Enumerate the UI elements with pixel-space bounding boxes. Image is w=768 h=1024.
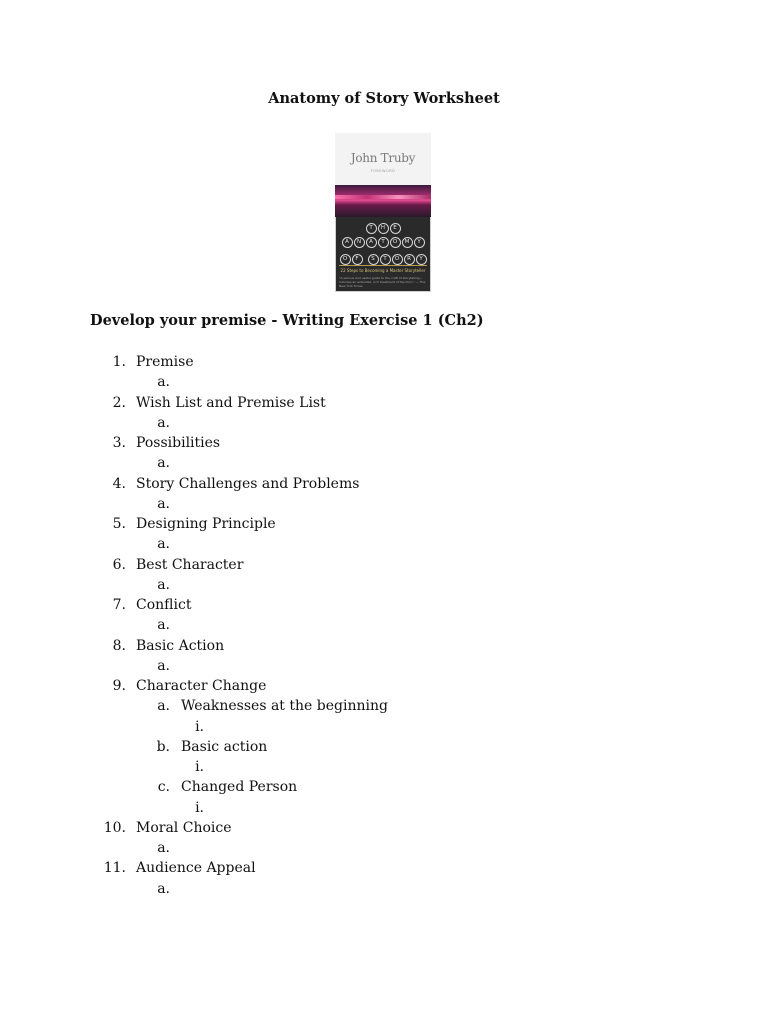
cover-tagline: 22 Steps to Becoming a Master Storyteller	[339, 265, 427, 273]
list-marker: i.	[195, 759, 204, 775]
document-title: Anatomy of Story Worksheet	[268, 90, 500, 107]
list-item-label: Basic Action	[136, 637, 225, 654]
list-item	[0, 433, 768, 453]
sub-list-item	[0, 696, 768, 716]
sub-sub-list-item	[0, 757, 768, 777]
list-marker: 3.	[112, 435, 126, 451]
sub-list-item	[0, 494, 768, 514]
list-marker: a.	[157, 880, 170, 897]
sub-list-item	[0, 413, 768, 433]
list-marker: a.	[157, 374, 170, 391]
list-item-label: Designing Principle	[136, 516, 276, 532]
cover-author: John Truby	[350, 151, 416, 165]
cover-title-letter: T	[366, 223, 377, 234]
list-marker: i.	[195, 799, 204, 816]
sub-list-item	[0, 575, 768, 595]
sub-list-item	[0, 453, 768, 473]
cover-color-streak	[335, 195, 431, 199]
list-item-label: Audience Appeal	[136, 860, 256, 877]
cover-color-band	[335, 185, 431, 217]
cover-title-letter: T	[380, 254, 391, 265]
cover-title-letter: R	[404, 254, 415, 265]
cover-title-letter: O	[392, 254, 403, 265]
list-marker: a.	[157, 576, 170, 593]
list-marker: b.	[156, 738, 170, 755]
cover-title-letter: A	[366, 237, 377, 248]
list-item	[0, 555, 768, 575]
list-marker: a.	[157, 495, 170, 512]
cover-title-letter: S	[368, 254, 379, 265]
list-marker: a.	[157, 698, 170, 715]
list-item-label: Character Change	[136, 678, 267, 694]
sub-list-item	[0, 372, 768, 392]
list-item-label: Story Challenges and Problems	[136, 475, 360, 492]
sub-list-item	[0, 879, 768, 899]
cover-title-letter: N	[354, 237, 365, 248]
cover-title-letter	[364, 251, 367, 260]
list-item-label: Changed Person	[181, 779, 298, 796]
list-item-label: Premise	[136, 354, 194, 370]
list-marker: a.	[157, 617, 170, 634]
sub-list-item	[0, 737, 768, 757]
list-item	[0, 676, 768, 696]
list-marker: 7.	[112, 597, 126, 613]
list-marker: 5.	[112, 516, 126, 532]
list-marker: i.	[195, 718, 204, 735]
list-marker: 8.	[112, 637, 126, 654]
list-item	[0, 352, 768, 372]
list-item	[0, 858, 768, 878]
list-marker: a.	[157, 657, 170, 674]
cover-title-letter: M	[402, 237, 413, 248]
sub-list-item	[0, 615, 768, 635]
list-marker: 11.	[103, 860, 126, 877]
list-marker: 9.	[112, 678, 126, 694]
cover-quote: "A serious and useful guide to the craft of storytelling... Includes an extended, rich treatment of the form." — The New York Times	[339, 276, 426, 288]
cover-title-letter: Y	[414, 237, 425, 248]
sub-list-item	[0, 777, 768, 797]
list-marker: c.	[157, 779, 170, 796]
list-item	[0, 636, 768, 656]
sub-sub-list-item	[0, 798, 768, 818]
list-item-label: Wish List and Premise List	[136, 394, 326, 411]
sub-list-item	[0, 534, 768, 554]
section-heading: Develop your premise - Writing Exercise 1 (Ch2)	[90, 312, 484, 329]
cover-title-letter: F	[352, 254, 363, 265]
list-marker: 2.	[112, 394, 126, 411]
sub-sub-list-item	[0, 717, 768, 737]
list-item	[0, 474, 768, 494]
list-item	[0, 514, 768, 534]
cover-title-letter: A	[342, 237, 353, 248]
list-marker: 6.	[112, 556, 126, 573]
list-marker: 4.	[112, 475, 126, 492]
cover-title-row-1	[335, 223, 431, 234]
list-item	[0, 393, 768, 413]
list-item-label: Best Character	[136, 556, 244, 573]
list-item	[0, 818, 768, 838]
list-item-label: Weaknesses at the beginning	[181, 698, 388, 715]
list-marker: a.	[157, 414, 170, 431]
cover-title-row-3	[335, 251, 431, 265]
list-item-label: Conflict	[136, 597, 192, 613]
sub-list-item	[0, 656, 768, 676]
cover-author-subtitle: FOREWORD	[370, 169, 396, 173]
cover-title-letter: Y	[416, 254, 427, 265]
list-marker: a.	[157, 536, 170, 553]
cover-title-row-2	[335, 237, 431, 248]
cover-title-letter: T	[378, 237, 389, 248]
cover-title-letter: H	[378, 223, 389, 234]
cover-title-letter: O	[390, 237, 401, 248]
cover-title-letter: E	[390, 223, 401, 234]
list-marker: 10.	[103, 819, 126, 836]
sub-list-item	[0, 838, 768, 858]
list-item-label: Basic action	[181, 738, 268, 755]
cover-title-letter: O	[340, 254, 351, 265]
book-cover-image	[335, 133, 431, 292]
list-marker: a.	[157, 455, 170, 472]
list-item	[0, 595, 768, 615]
list-item-label: Moral Choice	[136, 819, 232, 836]
list-item-label: Possibilities	[136, 435, 221, 451]
list-marker: 1.	[112, 354, 126, 370]
outline-list	[0, 352, 768, 899]
list-marker: a.	[157, 840, 170, 856]
